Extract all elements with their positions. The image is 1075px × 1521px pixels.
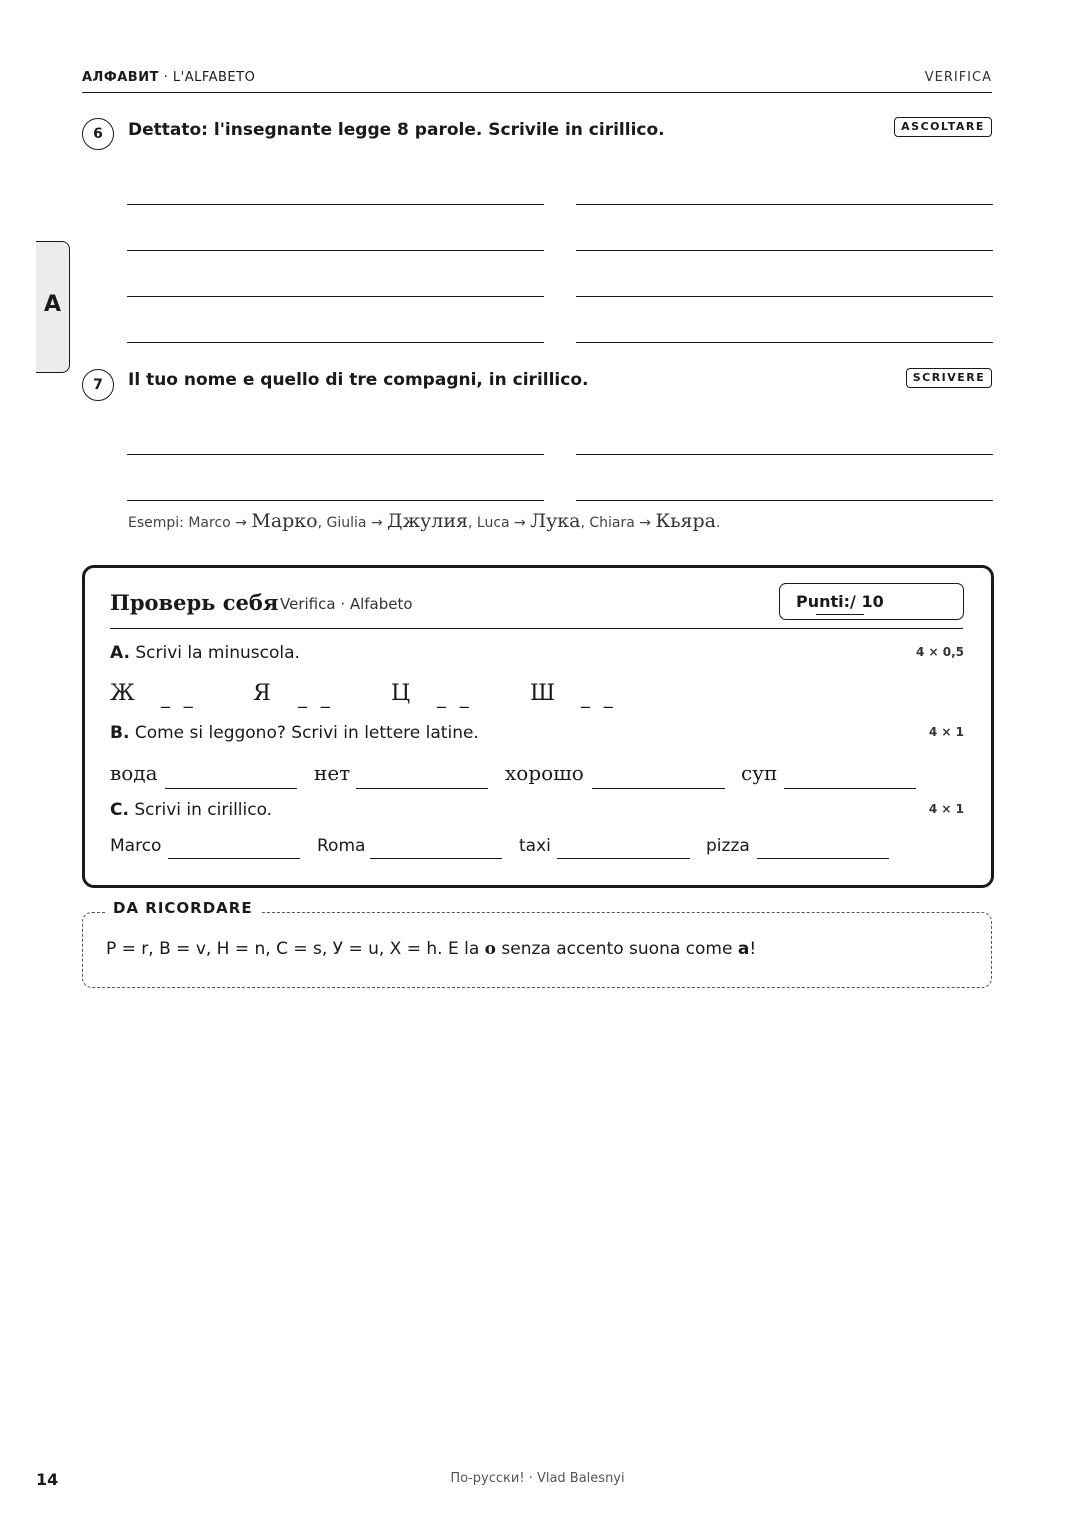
writing-line[interactable] — [576, 296, 993, 297]
italian-word: taxi — [519, 836, 551, 856]
section-a-instruction: A. Scrivi la minuscola. — [110, 643, 300, 663]
reminder-label: DA RICORDARE — [106, 899, 260, 917]
writing-line[interactable] — [127, 500, 544, 501]
russian-word: вода — [110, 761, 158, 785]
section-c-score: 4 × 1 — [928, 802, 964, 816]
letter-blank[interactable]: _ _ — [437, 688, 473, 709]
divider — [110, 628, 963, 629]
letter-blank[interactable]: _ _ — [161, 688, 197, 709]
letter-blank[interactable]: _ _ — [581, 688, 617, 709]
side-tab-label: A — [43, 292, 62, 317]
answer-line[interactable] — [784, 788, 916, 789]
writing-line[interactable] — [576, 500, 993, 501]
letter-item: Я — [253, 681, 271, 706]
letter-item: Ж — [110, 681, 135, 706]
writing-line[interactable] — [127, 296, 544, 297]
verifica-title: Проверь себя — [110, 590, 279, 615]
answer-line[interactable] — [592, 788, 725, 789]
russian-word: хорошо — [505, 761, 584, 785]
russian-word: нет — [314, 761, 351, 785]
section-b-instruction: B. Come si leggono? Scrivi in lettere latine. — [110, 723, 479, 743]
writing-line[interactable] — [127, 342, 544, 343]
letter-blank[interactable]: _ _ — [298, 688, 334, 709]
footer-credit: По-русски! · Vlad Balesnyi — [450, 1471, 625, 1486]
italian-word: Roma — [317, 836, 366, 856]
writing-line[interactable] — [576, 342, 993, 343]
exercise-7-tag: SCRIVERE — [906, 368, 992, 388]
italian-word: Marco — [110, 836, 162, 856]
letter-item: Ц — [391, 681, 411, 706]
writing-line[interactable] — [576, 454, 993, 455]
page-header — [82, 68, 992, 93]
writing-line[interactable] — [127, 204, 544, 205]
page-number: 14 — [36, 1470, 59, 1489]
section-b-score: 4 × 1 — [928, 725, 964, 739]
exercise-6-number: 6 — [82, 118, 114, 150]
answer-line[interactable] — [356, 788, 488, 789]
exercise-7-number: 7 — [82, 369, 114, 401]
writing-line[interactable] — [127, 250, 544, 251]
russian-word: суп — [741, 761, 778, 785]
italian-word: pizza — [706, 836, 750, 856]
writing-line[interactable] — [576, 204, 993, 205]
points-box: Punti: / 10 — [779, 583, 964, 620]
answer-line[interactable] — [757, 858, 889, 859]
header-section: VERIFICA — [924, 70, 992, 85]
letter-item: Ш — [530, 681, 556, 706]
reminder-text: Р = r, В = v, Н = n, С = s, У = u, Х = h. E la о senza accento suona come a! — [106, 939, 757, 959]
side-tab — [36, 241, 70, 373]
answer-line[interactable] — [557, 858, 690, 859]
exercise-6-title: Dettato: l'insegnante legge 8 parole. Scrivile in cirillico. — [128, 120, 665, 140]
section-c-instruction: C. Scrivi in cirillico. — [110, 800, 273, 820]
exercise-6-tag: ASCOLTARE — [894, 117, 992, 137]
writing-line[interactable] — [127, 454, 544, 455]
points-blank[interactable] — [816, 600, 864, 615]
verifica-subtitle: Verifica · Alfabeto — [280, 595, 413, 613]
writing-line[interactable] — [576, 250, 993, 251]
answer-line[interactable] — [165, 788, 297, 789]
header-title: АЛФАВИТ · L'ALFABETO — [82, 70, 256, 85]
answer-line[interactable] — [370, 858, 502, 859]
section-a-score: 4 × 0,5 — [915, 645, 964, 659]
examples-line: Esempi: Marco → Марко, Giulia → Джулия, Luca → Лука, Chiara → Кьяра. — [128, 510, 721, 532]
answer-line[interactable] — [168, 858, 300, 859]
exercise-7-title: Il tuo nome e quello di tre compagni, in cirillico. — [128, 370, 589, 390]
